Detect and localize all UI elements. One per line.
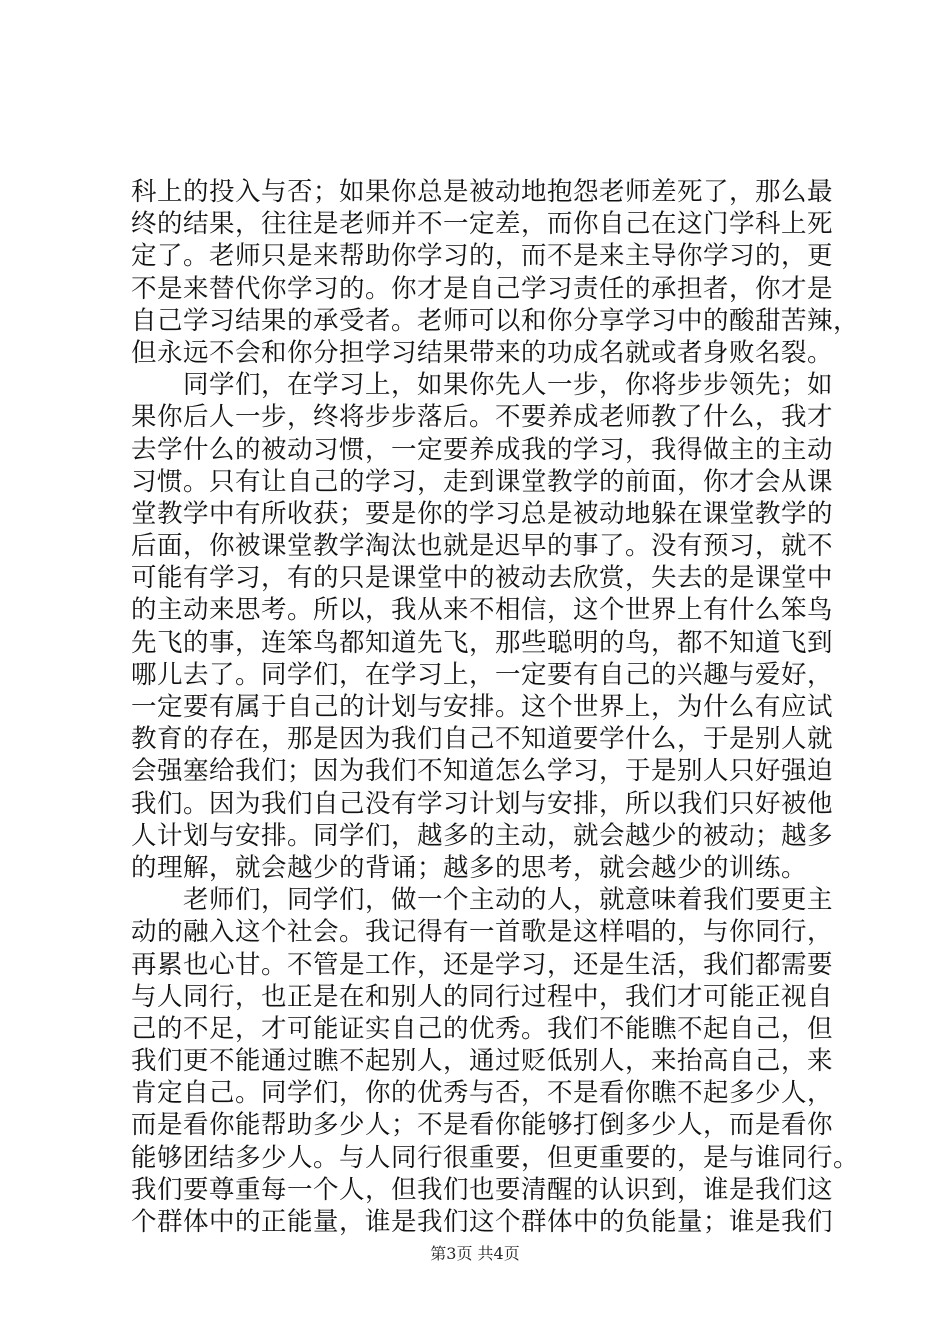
- text-line: 我们要尊重每一个人，但我们也要清醒的认识到，谁是我们这: [131, 1174, 834, 1205]
- text-line: 同学们，在学习上，如果你先人一步，你将步步领先；如: [183, 370, 834, 401]
- text-line: 定了。老师只是来帮助你学习的，而不是来主导你学习的，更: [131, 241, 834, 272]
- text-line: 人计划与安排。同学们，越多的主动，就会越少的被动；越多: [131, 820, 834, 851]
- text-line: 不是来替代你学习的。你才是自己学习责任的承担者，你才是: [131, 273, 834, 304]
- text-line: 一定要有属于自己的计划与安排。这个世界上，为什么有应试: [131, 692, 834, 722]
- body-text: [131, 176, 860, 1238]
- text-line: 哪儿去了。同学们，在学习上，一定要有自己的兴趣与爱好，: [131, 659, 834, 690]
- text-line: 果你后人一步，终将步步落后。不要养成老师教了什么，我才: [131, 402, 834, 433]
- text-line: 后面，你被课堂教学淘汰也就是迟早的事了。没有预习，就不: [131, 531, 834, 562]
- text-line: 先飞的事，连笨鸟都知道先飞，那些聪明的鸟，都不知道飞到: [131, 627, 834, 658]
- text-line: 能够团结多少人。与人同行很重要，但更重要的，是与谁同行。: [131, 1142, 860, 1173]
- text-line: 终的结果，往往是老师并不一定差，而你自己在这门学科上死: [131, 209, 834, 240]
- page-number-label: 第3页 共4页: [430, 1244, 520, 1263]
- text-line: 可能有学习，有的只是课堂中的被动去欣赏，失去的是课堂中: [131, 563, 834, 594]
- text-line: 会强塞给我们；因为我们不知道怎么学习，于是别人只好强迫: [131, 756, 834, 787]
- text-line: 去学什么的被动习惯，一定要养成我的学习，我得做主的主动: [131, 434, 834, 465]
- text-line: 老师们，同学们，做一个主动的人，就意味着我们要更主: [183, 885, 834, 916]
- text-line: 肯定自己。同学们，你的优秀与否，不是看你瞧不起多少人，: [131, 1078, 834, 1109]
- text-line: 的主动来思考。所以，我从来不相信，这个世界上有什么笨鸟: [131, 595, 834, 626]
- text-line: 与人同行，也正是在和别人的同行过程中，我们才可能正视自: [131, 981, 834, 1012]
- text-line: 堂教学中有所收获；要是你的学习总是被动地躲在课堂教学的: [131, 498, 834, 529]
- text-line: 而是看你能帮助多少人；不是看你能够打倒多少人，而是看你: [131, 1110, 834, 1141]
- text-line: 己的不足，才可能证实自己的优秀。我们不能瞧不起自己，但: [131, 1013, 834, 1044]
- text-line: 习惯。只有让自己的学习，走到课堂教学的前面，你才会从课: [131, 466, 834, 497]
- text-line: 我们。因为我们自己没有学习计划与安排，所以我们只好被他: [131, 788, 834, 819]
- text-line: 个群体中的正能量，谁是我们这个群体中的负能量；谁是我们: [131, 1207, 834, 1237]
- text-line: 再累也心甘。不管是工作，还是学习，还是生活，我们都需要: [131, 949, 834, 980]
- text-line: 教育的存在，那是因为我们自己不知道要学什么，于是别人就: [131, 724, 834, 755]
- text-line: 我们更不能通过瞧不起别人，通过贬低别人，来抬高自己，来: [131, 1046, 834, 1077]
- text-line: 的理解，就会越少的背诵；越多的思考，就会越少的训练。: [131, 852, 808, 883]
- text-line: 自己学习结果的承受者。老师可以和你分享学习中的酸甜苦辣，: [131, 305, 860, 336]
- text-line: 动的融入这个社会。我记得有一首歌是这样唱的，与你同行，: [131, 917, 834, 948]
- page-footer: [0, 1244, 950, 1264]
- text-line: 科上的投入与否；如果你总是被动地抱怨老师差死了，那么最: [131, 177, 834, 207]
- text-line: 但永远不会和你分担学习结果带来的功成名就或者身败名裂。: [131, 337, 834, 368]
